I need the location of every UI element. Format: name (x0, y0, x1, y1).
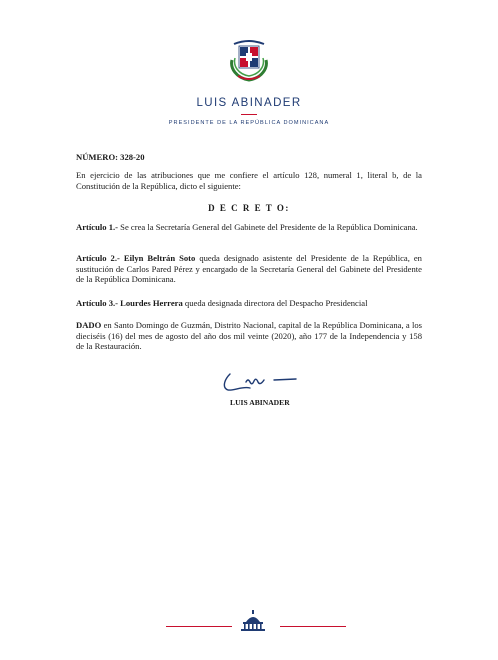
intro-paragraph: En ejercicio de las atribuciones que me confiere el artículo 128, numeral 1, literal b, de la Constitución de la República, dicto el siguiente: (76, 170, 422, 191)
article-3 (76, 298, 422, 309)
header-name: LUIS ABINADER (196, 97, 302, 109)
footer-divider-right (280, 626, 346, 627)
article-1-label: Artículo 1.- (76, 222, 119, 232)
article-1 (76, 222, 422, 233)
coat-of-arms-icon (228, 38, 270, 82)
dado-label: DADO (76, 320, 102, 330)
dado-text: en Santo Domingo de Guzmán, Distrito Nacional, capital de la República Dominicana, a los dieciséis (16) del mes de agosto del año dos mil veinte (2020), año 177 de la Independencia y 158 de la Restauración. (76, 320, 422, 351)
palace-dome-icon (240, 610, 266, 632)
article-2 (76, 253, 422, 285)
article-3-label: Artículo 3.- Lourdes Herrera (76, 298, 183, 308)
article-3-text: queda designada directora del Despacho Presidencial (182, 298, 368, 308)
header-divider (241, 114, 257, 115)
article-2-text: queda designado asistente del Presidente de la República, en sustitución de Carlos Pared Pérez y encargado de la Secretaría General del Gabinete del Presidente de la República Dominicana. (76, 253, 422, 284)
decree-number: NÚMERO: 328-20 (76, 152, 145, 162)
handwritten-signature (220, 364, 300, 396)
signer-name: LUIS ABINADER (230, 398, 290, 407)
footer-divider-left (166, 626, 232, 627)
article-2-label: Artículo 2.- Eilyn Beltrán Soto (76, 253, 196, 263)
dado-paragraph (76, 320, 422, 352)
article-1-text: Se crea la Secretaría General del Gabinete del Presidente de la República Dominicana. (118, 222, 418, 232)
header-subtitle: PRESIDENTE DE LA REPÚBLICA DOMINICANA (168, 120, 330, 126)
decree-title: D E C R E T O: (208, 203, 290, 213)
